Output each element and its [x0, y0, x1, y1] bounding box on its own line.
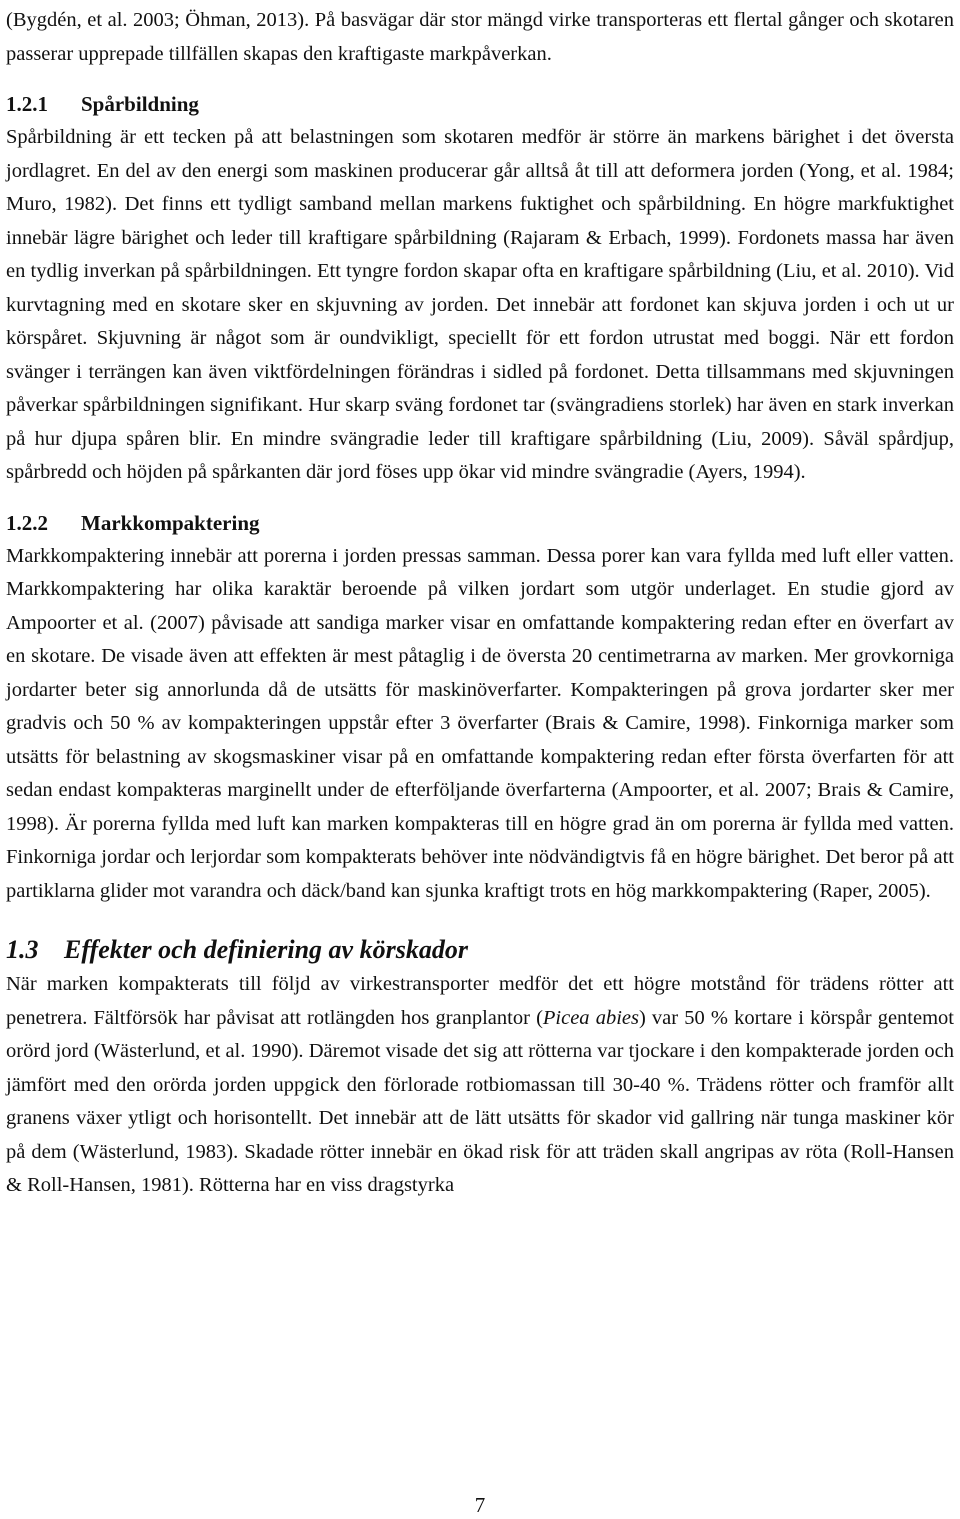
- document-page: [6, 4, 954, 1203]
- section-paragraph-1-3: [6, 968, 954, 1203]
- paragraph-text-part: ) var 50 % kortare i körspår gentemot orörd jord (Wästerlund, et al. 1990). Däremot visade det sig att rötterna var tjockare i den kompakterade jorden och jämfört med den orörda jorden uppgick den förlorade rotbiomassan till 30-40 %. Trädens rötter och framför allt granens växer ytligt och horisontellt. Det innebär att de lätt utsätts för skador vid gallring när tunga maskiner kör på dem (Wästerlund, 1983). Skadade rötter innebär en ökad risk för att träden skall angripas av röta (Roll-Hansen & Roll-Hansen, 1981). Rötterna har en viss dragstyrka: [6, 1006, 954, 1196]
- section-heading-1-2-2: [6, 507, 954, 540]
- section-number: 1.2.1: [6, 92, 48, 116]
- section-heading-1-3: [6, 932, 954, 968]
- section-heading-1-2-1: [6, 88, 954, 121]
- section-title: Effekter och definiering av körskador: [64, 935, 468, 964]
- paragraph-text-part: När marken kompakterats till följd av virkestransporter medför det ett högre motstånd för trädens rötter att penetrera. Fältförsök har påvisat att rotlängden hos granplantor (: [6, 973, 954, 1029]
- section-number: 1.3: [6, 935, 39, 964]
- section-title: Spårbildning: [81, 92, 199, 116]
- page-number: 7: [474, 1493, 486, 1517]
- section-title: Markkompaktering: [81, 510, 260, 535]
- section-paragraph-1-2-1: Spårbildning är ett tecken på att belastningen som skotaren medför är större än markens bärighet i det översta jordlagret. En del av den energi som maskinen producerar går alltså åt till att deformera jorden (Yong, et al. 1984; Muro, 1982). Det finns ett tydligt samband mellan markens fuktighet och spårbildning. En högre markfuktighet innebär lägre bärighet och leder till kraftigare spårbildning (Rajaram & Erbach, 1999). Fordonets massa har även en tydlig inverkan på spårbildningen. Ett tyngre fordon skapar ofta en kraftigare spårbildning (Liu, et al. 2010). Vid kurvtagning med en skotare sker en skjuvning av jorden. Det innebär att fordonet kan skjuva jorden i och ut ur körspåret. Skjuvning är något som är oundvikligt, speciellt för ett fordon utrustat med boggi. När ett fordon svänger i terrängen kan även viktfördelningen förändras i sidled på fordonet. Detta tillsammans med skjuvningen påverkar spårbildningen signifikant. Hur skarp sväng fordonet tar (svängradiens storlek) har även en stark inverkan på hur djupa spåren blir. En mindre svängradie leder till kraftigare spårbildning (Liu, 2009). Såväl spårdjup, spårbredd och höjden på spårkanten där jord föses upp ökar vid mindre svängradie (Ayers, 1994).: [6, 126, 954, 483]
- section-paragraph-1-2-2: Markkompaktering innebär att porerna i jorden pressas samman. Dessa porer kan vara fyllda med luft eller vatten. Markkompaktering har olika karaktär beroende på vilken jordart som utgör underlaget. En studie gjord av Ampoorter et al. (2007) påvisade att sandiga marker visar en omfattande kompaktering redan efter en överfart av en skotare. De visade även att effekten är mest påtaglig i de översta 20 centimetrarna av marken. Mer grovkorniga jordarter beter sig annorlunda då de utsätts för maskinöverfarter. Kompakteringen på grova jordarter sker mer gradvis och 50 % av kompakteringen uppstår efter 3 överfarter (Brais & Camire, 1998). Finkorniga marker som utsätts för belastning av skogsmaskiner visar på en omfattande kompaktering redan efter första överfarten för att sedan endast kompakteras marginellt under de efterföljande överfarterna (Ampoorter, et al. 2007; Brais & Camire, 1998). Är porerna fyllda med luft kan marken kompakteras till en högre grad än om porerna är fyllda med vatten. Finkorniga jordar och lerjordar som kompakterats behöver inte nödvändigtvis få en högre bärighet. Det beror på att partiklarna glider mot varandra och däck/band kan sjunka kraftigt trots en hög markkompaktering (Raper, 2005).: [6, 544, 954, 902]
- species-name: Picea abies: [542, 1006, 639, 1029]
- intro-paragraph: (Bygdén, et al. 2003; Öhman, 2013). På basvägar där stor mängd virke transporteras ett flertal gånger och skotaren passerar upprepade tillfällen skapas den kraftigaste markpåverkan.: [6, 9, 954, 65]
- section-number: 1.2.2: [6, 510, 48, 535]
